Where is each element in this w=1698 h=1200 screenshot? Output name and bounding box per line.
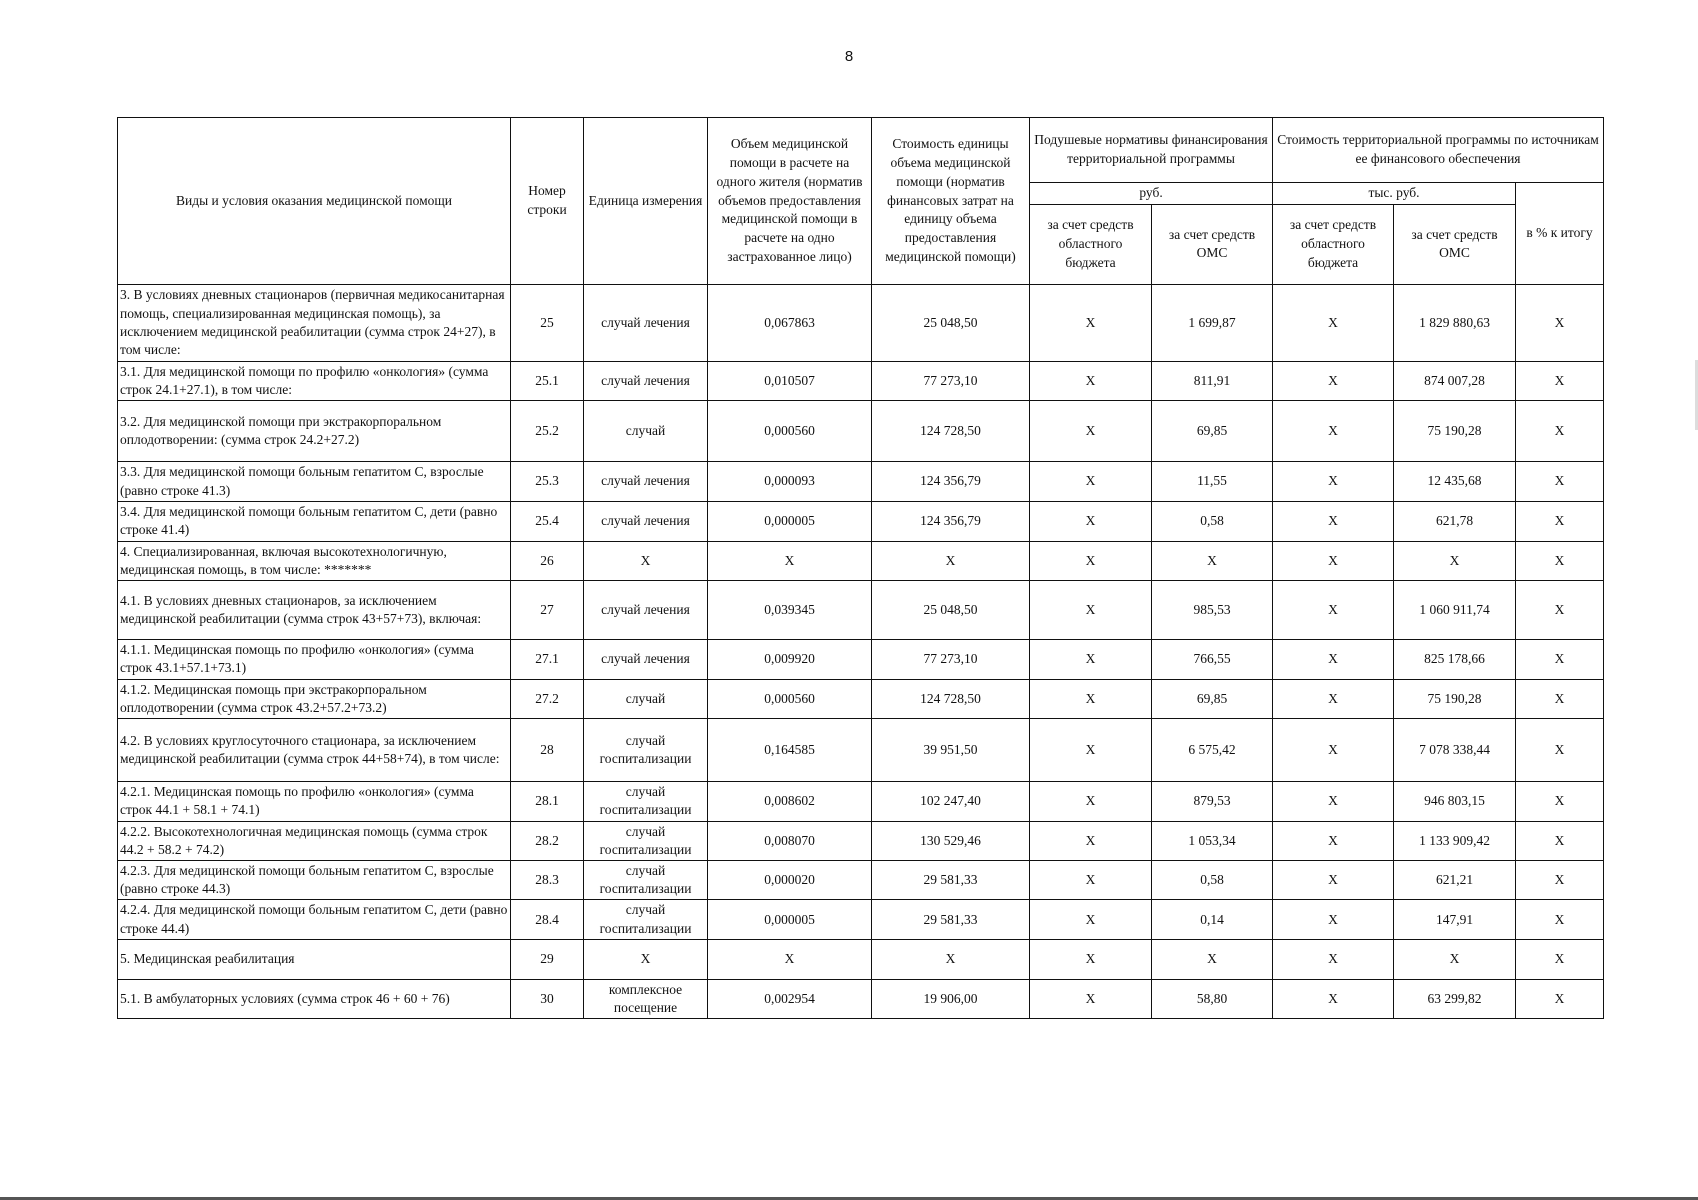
row-name: 4.2. В условиях круглосуточного стационара, за исключением медицинской реабилитации (сумма строк 44+58+74), в том числе: [118, 719, 511, 782]
row-pc-budget: X [1030, 501, 1152, 541]
row-unit: X [584, 939, 708, 979]
row-volume: 0,000093 [708, 462, 872, 501]
row-prog-oms: 1 829 880,63 [1394, 284, 1516, 361]
row-pc-oms: X [1152, 541, 1273, 580]
row-name: 4.2.3. Для медицинской помощи больным гепатитом С, взрослые (равно строке 44.3) [118, 860, 511, 899]
row-pct: X [1516, 361, 1604, 400]
row-unit: случай лечения [584, 581, 708, 640]
row-prog-oms: 75 190,28 [1394, 679, 1516, 718]
row-volume: 0,067863 [708, 284, 872, 361]
row-pct: X [1516, 900, 1604, 939]
row-cost: 130 529,46 [872, 821, 1030, 860]
row-volume: 0,000020 [708, 860, 872, 899]
row-volume: 0,010507 [708, 361, 872, 400]
row-prog-oms: 63 299,82 [1394, 979, 1516, 1018]
row-name: 4.1. В условиях дневных стационаров, за исключением медицинской реабилитации (сумма строк 43+57+73), включая: [118, 581, 511, 640]
row-pc-budget: X [1030, 979, 1152, 1018]
row-unit: случай лечения [584, 501, 708, 541]
row-cost: 19 906,00 [872, 979, 1030, 1018]
row-pc-budget: X [1030, 541, 1152, 580]
row-prog-oms: X [1394, 541, 1516, 580]
row-pct: X [1516, 640, 1604, 679]
row-pc-oms: 11,55 [1152, 462, 1273, 501]
row-pc-oms: 69,85 [1152, 679, 1273, 718]
table-row [118, 581, 1604, 640]
row-prog-budget: X [1273, 900, 1394, 939]
row-name: 4.1.1. Медицинская помощь по профилю «онкология» (сумма строк 43.1+57.1+73.1) [118, 640, 511, 679]
table-row [118, 679, 1604, 718]
row-number: 25.4 [511, 501, 584, 541]
row-cost: 29 581,33 [872, 900, 1030, 939]
row-pc-oms: 766,55 [1152, 640, 1273, 679]
row-prog-oms: 12 435,68 [1394, 462, 1516, 501]
table-row [118, 284, 1604, 361]
table-row [118, 821, 1604, 860]
row-volume: 0,000560 [708, 679, 872, 718]
row-pc-budget: X [1030, 782, 1152, 821]
row-prog-budget: X [1273, 541, 1394, 580]
table-row [118, 860, 1604, 899]
row-pc-budget: X [1030, 679, 1152, 718]
row-pc-oms: 879,53 [1152, 782, 1273, 821]
row-pct: X [1516, 979, 1604, 1018]
row-number: 27 [511, 581, 584, 640]
table-row [118, 782, 1604, 821]
row-prog-budget: X [1273, 361, 1394, 400]
row-cost: 25 048,50 [872, 581, 1030, 640]
col-header-type: Виды и условия оказания медицинской помощи [118, 118, 511, 285]
row-cost: 124 728,50 [872, 679, 1030, 718]
row-pct: X [1516, 581, 1604, 640]
row-name: 3.4. Для медицинской помощи больным гепатитом С, дети (равно строке 41.4) [118, 501, 511, 541]
row-pct: X [1516, 401, 1604, 462]
row-cost: 29 581,33 [872, 860, 1030, 899]
row-pct: X [1516, 782, 1604, 821]
financing-norms-table [117, 117, 1604, 1019]
row-volume: 0,039345 [708, 581, 872, 640]
row-name: 4.2.2. Высокотехнологичная медицинская помощь (сумма строк 44.2 + 58.2 + 74.2) [118, 821, 511, 860]
row-pc-oms: 0,58 [1152, 860, 1273, 899]
row-prog-oms: 946 803,15 [1394, 782, 1516, 821]
row-pc-oms: 69,85 [1152, 401, 1273, 462]
row-prog-budget: X [1273, 821, 1394, 860]
row-prog-oms: 621,78 [1394, 501, 1516, 541]
table-row [118, 979, 1604, 1018]
row-volume: 0,008602 [708, 782, 872, 821]
table-row [118, 640, 1604, 679]
row-pc-budget: X [1030, 821, 1152, 860]
col-header-prog-oms: за счет средств ОМС [1394, 204, 1516, 284]
row-number: 25 [511, 284, 584, 361]
row-prog-budget: X [1273, 782, 1394, 821]
row-pc-oms: 0,58 [1152, 501, 1273, 541]
row-pc-oms: 58,80 [1152, 979, 1273, 1018]
row-pc-oms: 0,14 [1152, 900, 1273, 939]
row-cost: 25 048,50 [872, 284, 1030, 361]
row-pct: X [1516, 679, 1604, 718]
row-prog-oms: 825 178,66 [1394, 640, 1516, 679]
row-pct: X [1516, 939, 1604, 979]
row-unit: случай лечения [584, 640, 708, 679]
col-header-unit: Единица измерения [584, 118, 708, 285]
row-number: 27.1 [511, 640, 584, 679]
row-unit: случай госпитализации [584, 860, 708, 899]
row-number: 27.2 [511, 679, 584, 718]
row-number: 29 [511, 939, 584, 979]
row-volume: X [708, 541, 872, 580]
row-unit: случай госпитализации [584, 782, 708, 821]
col-header-per-capita: Подушевые нормативы финансирования территориальной программы [1030, 118, 1273, 183]
row-cost: 77 273,10 [872, 361, 1030, 400]
row-cost: X [872, 541, 1030, 580]
col-header-volume: Объем медицинской помощи в расчете на одного жителя (норматив объемов предоставления медицинской помощи в расчете на одно застрахованное лицо) [708, 118, 872, 285]
row-volume: 0,000005 [708, 900, 872, 939]
row-unit: X [584, 541, 708, 580]
row-prog-oms: 1 133 909,42 [1394, 821, 1516, 860]
row-name: 4.1.2. Медицинская помощь при экстракорпоральном оплодотворении (сумма строк 43.2+57.2+73.2) [118, 679, 511, 718]
row-prog-budget: X [1273, 860, 1394, 899]
row-unit: случай [584, 401, 708, 462]
row-pct: X [1516, 462, 1604, 501]
row-prog-budget: X [1273, 462, 1394, 501]
row-unit: случай [584, 679, 708, 718]
col-header-row-number: Номер строки [511, 118, 584, 285]
row-prog-oms: 874 007,28 [1394, 361, 1516, 400]
row-prog-oms: 7 078 338,44 [1394, 719, 1516, 782]
row-name: 3.1. Для медицинской помощи по профилю «онкология» (сумма строк 24.1+27.1), в том числе: [118, 361, 511, 400]
row-pc-oms: 1 053,34 [1152, 821, 1273, 860]
row-pct: X [1516, 501, 1604, 541]
page-number: 8 [844, 48, 854, 65]
row-number: 28.4 [511, 900, 584, 939]
row-volume: X [708, 939, 872, 979]
col-header-pc-oms: за счет средств ОМС [1152, 204, 1273, 284]
row-pc-budget: X [1030, 939, 1152, 979]
row-pc-budget: X [1030, 860, 1152, 899]
row-pc-oms: 6 575,42 [1152, 719, 1273, 782]
row-prog-oms: 621,21 [1394, 860, 1516, 899]
row-prog-budget: X [1273, 501, 1394, 541]
row-unit: случай лечения [584, 361, 708, 400]
row-prog-oms: 1 060 911,74 [1394, 581, 1516, 640]
row-number: 25.2 [511, 401, 584, 462]
row-name: 4.2.1. Медицинская помощь по профилю «онкология» (сумма строк 44.1 + 58.1 + 74.1) [118, 782, 511, 821]
table-row [118, 719, 1604, 782]
row-number: 25.3 [511, 462, 584, 501]
row-cost: 124 728,50 [872, 401, 1030, 462]
table-row [118, 541, 1604, 580]
row-number: 28.2 [511, 821, 584, 860]
row-pct: X [1516, 541, 1604, 580]
row-volume: 0,000005 [708, 501, 872, 541]
table-row [118, 939, 1604, 979]
row-pc-oms: 985,53 [1152, 581, 1273, 640]
col-header-thousand-rub: тыс. руб. [1273, 183, 1516, 205]
row-number: 26 [511, 541, 584, 580]
row-pc-oms: 1 699,87 [1152, 284, 1273, 361]
row-prog-oms: X [1394, 939, 1516, 979]
row-cost: 124 356,79 [872, 462, 1030, 501]
row-name: 4.2.4. Для медицинской помощи больным гепатитом С, дети (равно строке 44.4) [118, 900, 511, 939]
row-pc-oms: 811,91 [1152, 361, 1273, 400]
row-volume: 0,000560 [708, 401, 872, 462]
row-volume: 0,164585 [708, 719, 872, 782]
row-number: 28.1 [511, 782, 584, 821]
row-prog-budget: X [1273, 719, 1394, 782]
row-name: 3.3. Для медицинской помощи больным гепатитом С, взрослые (равно строке 41.3) [118, 462, 511, 501]
table-row [118, 361, 1604, 400]
row-cost: 102 247,40 [872, 782, 1030, 821]
row-number: 25.1 [511, 361, 584, 400]
row-cost: 124 356,79 [872, 501, 1030, 541]
row-pc-budget: X [1030, 900, 1152, 939]
row-number: 30 [511, 979, 584, 1018]
row-unit: комплексное посещение [584, 979, 708, 1018]
row-name: 5.1. В амбулаторных условиях (сумма строк 46 + 60 + 76) [118, 979, 511, 1018]
row-prog-budget: X [1273, 581, 1394, 640]
row-number: 28 [511, 719, 584, 782]
row-prog-budget: X [1273, 284, 1394, 361]
row-name: 5. Медицинская реабилитация [118, 939, 511, 979]
row-prog-budget: X [1273, 640, 1394, 679]
row-cost: 39 951,50 [872, 719, 1030, 782]
table-row [118, 900, 1604, 939]
col-header-prog-budget: за счет средств областного бюджета [1273, 204, 1394, 284]
table-row [118, 501, 1604, 541]
row-volume: 0,002954 [708, 979, 872, 1018]
table-row [118, 401, 1604, 462]
row-pc-budget: X [1030, 640, 1152, 679]
row-unit: случай госпитализации [584, 900, 708, 939]
row-pct: X [1516, 719, 1604, 782]
col-header-rub: руб. [1030, 183, 1273, 205]
table-row [118, 462, 1604, 501]
row-pct: X [1516, 860, 1604, 899]
col-header-pc-budget: за счет средств областного бюджета [1030, 204, 1152, 284]
row-cost: 77 273,10 [872, 640, 1030, 679]
row-name: 4. Специализированная, включая высокотехнологичную, медицинская помощь, в том числе: ******* [118, 541, 511, 580]
row-pc-oms: X [1152, 939, 1273, 979]
row-prog-oms: 147,91 [1394, 900, 1516, 939]
row-pct: X [1516, 821, 1604, 860]
row-unit: случай госпитализации [584, 821, 708, 860]
row-cost: X [872, 939, 1030, 979]
row-prog-budget: X [1273, 979, 1394, 1018]
row-volume: 0,009920 [708, 640, 872, 679]
row-prog-oms: 75 190,28 [1394, 401, 1516, 462]
row-unit: случай лечения [584, 462, 708, 501]
row-prog-budget: X [1273, 401, 1394, 462]
row-name: 3. В условиях дневных стационаров (первичная медикосанитарная помощь, специализированная медицинская помощь), за исключением медицинской реабилитации (сумма строк 24+27), в том числе: [118, 284, 511, 361]
row-name: 3.2. Для медицинской помощи при экстракорпоральном оплодотворении: (сумма строк 24.2+27.2) [118, 401, 511, 462]
col-header-pct-total: в % к итогу [1516, 183, 1604, 285]
row-pc-budget: X [1030, 401, 1152, 462]
col-header-program-cost: Стоимость территориальной программы по источникам ее финансового обеспечения [1273, 118, 1604, 183]
row-unit: случай госпитализации [584, 719, 708, 782]
row-pc-budget: X [1030, 284, 1152, 361]
row-pc-budget: X [1030, 581, 1152, 640]
row-unit: случай лечения [584, 284, 708, 361]
row-pct: X [1516, 284, 1604, 361]
row-pc-budget: X [1030, 462, 1152, 501]
row-pc-budget: X [1030, 719, 1152, 782]
row-pc-budget: X [1030, 361, 1152, 400]
row-number: 28.3 [511, 860, 584, 899]
row-volume: 0,008070 [708, 821, 872, 860]
row-prog-budget: X [1273, 939, 1394, 979]
col-header-unit-cost: Стоимость единицы объема медицинской помощи (норматив финансовых затрат на единицу объема предоставления медицинской помощи) [872, 118, 1030, 285]
row-prog-budget: X [1273, 679, 1394, 718]
header-row-1 [118, 118, 1604, 183]
